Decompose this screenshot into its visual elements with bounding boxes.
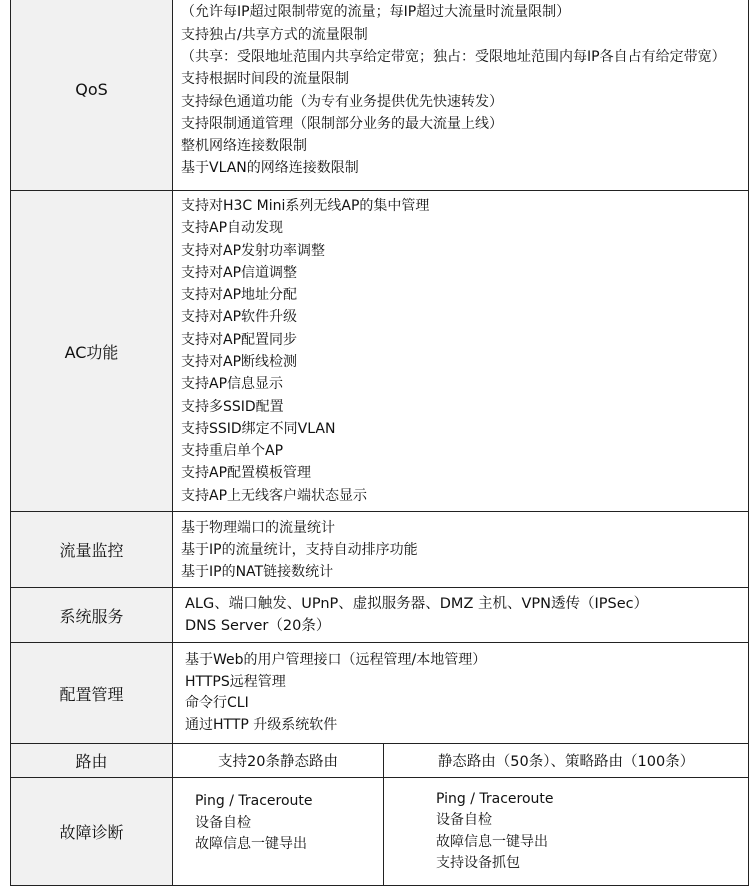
service-line: ALG、端口触发、UPnP、虚拟服务器、DMZ 主机、VPN透传（IPSec） <box>185 596 649 612</box>
row-label-monitor: 流量监控 <box>11 512 173 588</box>
diagnosis-line: 故障信息一键导出 <box>195 836 307 853</box>
qos-line: 基于VLAN的网络连接数限制 <box>181 160 359 177</box>
ac-line: 支持AP信息显示 <box>181 376 284 393</box>
row-content-monitor <box>173 512 749 588</box>
row-content-service <box>173 588 749 643</box>
row-label-service: 系统服务 <box>11 588 173 643</box>
qos-line: 支持根据时间段的流量限制 <box>181 71 349 88</box>
diagnosis-line: Ping / Traceroute <box>195 793 313 810</box>
monitor-line: 基于IP的流量统计，支持自动排序功能 <box>181 541 418 558</box>
row-label-qos: QoS <box>11 0 173 191</box>
config-line: 命令行CLI <box>185 695 249 711</box>
row-label-diagnosis: 故障诊断 <box>11 778 173 886</box>
table-row-config <box>11 643 749 744</box>
row-content-config <box>173 643 749 744</box>
ac-line: 支持AP配置模板管理 <box>181 465 312 482</box>
ac-line: 支持对AP信道调整 <box>181 264 298 281</box>
ac-line: 支持对AP配置同步 <box>181 331 298 348</box>
qos-line: 支持独占/共享方式的流量限制 <box>181 26 368 43</box>
ac-line: 支持对AP断线检测 <box>181 354 298 370</box>
diagnosis-line: Ping / Traceroute <box>436 790 554 807</box>
diagnosis-advanced-cell <box>384 778 749 886</box>
ac-line: 支持多SSID配置 <box>181 398 284 415</box>
table-row-routing <box>11 744 749 778</box>
table-row-ac <box>11 191 749 512</box>
diagnosis-line: 故障信息一键导出 <box>436 833 548 850</box>
table-row-service <box>11 588 749 643</box>
service-line: DNS Server（20条） <box>185 618 331 634</box>
config-line: 通过HTTP 升级系统软件 <box>185 716 338 733</box>
monitor-line: 基于IP的NAT链接数统计 <box>181 563 334 580</box>
diagnosis-line: 设备自检 <box>195 814 251 831</box>
ac-line: 支持重启单个AP <box>181 443 284 460</box>
table-row-monitor <box>11 512 749 588</box>
row-label-routing: 路由 <box>11 744 173 778</box>
qos-line: 支持限制通道管理（限制部分业务的最大流量上线） <box>181 115 503 132</box>
qos-line: （共享：受限地址范围内共享给定带宽；独占：受限地址范围内每IP各自占有给定带宽） <box>181 48 726 65</box>
monitor-line: 基于物理端口的流量统计 <box>181 519 335 536</box>
ac-line: 支持对H3C Mini系列无线AP的集中管理 <box>181 197 430 214</box>
table-row-diagnosis <box>11 778 749 886</box>
ac-line: 支持AP上无线客户端状态显示 <box>181 487 368 504</box>
ac-line: 支持对AP地址分配 <box>181 287 298 304</box>
ac-line: 支持SSID绑定不同VLAN <box>181 420 336 437</box>
qos-line: 支持绿色通道功能（为专有业务提供优先快速转发） <box>181 93 503 110</box>
config-line: HTTPS远程管理 <box>185 673 286 690</box>
spec-table <box>10 0 749 886</box>
row-label-ac: AC功能 <box>11 191 173 512</box>
diagnosis-basic-cell <box>173 778 384 886</box>
routing-advanced-cell: 静态路由（50条）、策略路由（100条） <box>384 744 749 778</box>
ac-line: 支持对AP发射功率调整 <box>181 242 326 259</box>
config-line: 基于Web的用户管理接口（远程管理/本地管理） <box>185 652 487 668</box>
qos-line: （允许每IP超过限制带宽的流量；每IP超过大流量时流量限制） <box>181 4 571 21</box>
row-content-qos <box>173 0 749 191</box>
table-row-qos <box>11 0 749 191</box>
diagnosis-line: 支持设备抓包 <box>436 855 520 871</box>
row-label-config: 配置管理 <box>11 643 173 744</box>
row-content-ac <box>173 191 749 512</box>
qos-line: 整机网络连接数限制 <box>181 138 307 155</box>
ac-line: 支持对AP软件升级 <box>181 309 298 326</box>
routing-basic-cell: 支持20条静态路由 <box>173 744 384 778</box>
diagnosis-line: 设备自检 <box>436 812 492 828</box>
ac-line: 支持AP自动发现 <box>181 220 284 237</box>
